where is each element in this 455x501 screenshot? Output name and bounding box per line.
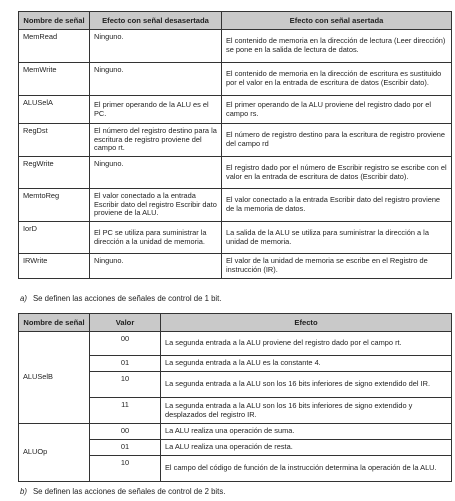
value-cell: 00 xyxy=(90,332,161,356)
caption-letter: a) xyxy=(20,294,27,303)
asserted-effect-cell: La salida de la ALU se utiliza para suministrar la dirección a la unidad de memoria. xyxy=(222,222,452,254)
signal-name-cell: RegWrite xyxy=(19,157,90,189)
table-row xyxy=(19,424,452,440)
signal-name-cell: RegDst xyxy=(19,124,90,157)
column-header-value: Valor xyxy=(90,314,161,332)
value-cell: 01 xyxy=(90,356,161,372)
one-bit-control-signals-table xyxy=(18,11,452,279)
asserted-effect-cell: El número de registro destino para la escritura de registro proviene del campo rd xyxy=(222,124,452,157)
asserted-effect-cell: El primer operando de la ALU proviene del registro dado por el campo rs. xyxy=(222,96,452,124)
column-header-signal-name: Nombre de señal xyxy=(19,314,90,332)
effect-cell: La segunda entrada a la ALU proviene del registro dado por el campo rt. xyxy=(161,332,452,356)
signal-name-cell: ALUSelB xyxy=(19,332,90,424)
asserted-effect-cell: El registro dado por el número de Escribir registro se escribe con el valor en la entrada de escritura de datos (Escribir dato). xyxy=(222,157,452,189)
signal-name-cell: IRWrite xyxy=(19,254,90,279)
asserted-effect-cell: El contenido de memoria en la dirección de escritura es sustituido por el valor en la entrada de escritura de datos (Escribir dato). xyxy=(222,63,452,96)
caption-text: Se definen las acciones de señales de control de 1 bit. xyxy=(32,294,222,303)
asserted-effect-cell: El contenido de memoria en la dirección de lectura (Leer dirección) se pone en la salida de lectura de datos. xyxy=(222,30,452,63)
value-cell: 11 xyxy=(90,398,161,424)
deasserted-effect-cell: Ninguno. xyxy=(90,63,222,96)
table-row xyxy=(19,332,452,356)
table-caption-b xyxy=(20,487,225,496)
effect-cell: La segunda entrada a la ALU es la constante 4. xyxy=(161,356,452,372)
effect-cell: La ALU realiza una operación de suma. xyxy=(161,424,452,440)
column-header-signal-name: Nombre de señal xyxy=(19,12,90,30)
effect-cell: La segunda entrada a la ALU son los 16 bits inferiores de signo extendido del IR. xyxy=(161,372,452,398)
deasserted-effect-cell: Ninguno. xyxy=(90,30,222,63)
deasserted-effect-cell: El número del registro destino para la escritura de registro proviene del campo rt. xyxy=(90,124,222,157)
caption-letter: b) xyxy=(20,487,27,496)
value-cell: 00 xyxy=(90,424,161,440)
table-row xyxy=(19,189,452,222)
deasserted-effect-cell: Ninguno. xyxy=(90,157,222,189)
table-row xyxy=(19,254,452,279)
signal-name-cell: ALUSelA xyxy=(19,96,90,124)
table-caption-a xyxy=(20,294,222,303)
effect-cell: La segunda entrada a la ALU son los 16 bits inferiores de signo extendido y desplazados del registro IR. xyxy=(161,398,452,424)
value-cell: 10 xyxy=(90,372,161,398)
column-header-effect: Efecto xyxy=(161,314,452,332)
effect-cell: El campo del código de función de la instrucción determina la operación de la ALU. xyxy=(161,456,452,482)
signal-name-cell: MemtoReg xyxy=(19,189,90,222)
signal-name-cell: IorD xyxy=(19,222,90,254)
deasserted-effect-cell: El valor conectado a la entrada Escribir dato del registro Escribir dato proviene de la ALU. xyxy=(90,189,222,222)
table-header-row xyxy=(19,12,452,30)
two-bit-control-signals-table xyxy=(18,313,452,482)
signal-name-cell: MemRead xyxy=(19,30,90,63)
table-row xyxy=(19,30,452,63)
value-cell: 01 xyxy=(90,440,161,456)
table-header-row xyxy=(19,314,452,332)
table-row xyxy=(19,157,452,189)
effect-cell: La ALU realiza una operación de resta. xyxy=(161,440,452,456)
column-header-asserted-effect: Efecto con señal asertada xyxy=(222,12,452,30)
table-row xyxy=(19,63,452,96)
deasserted-effect-cell: Ninguno. xyxy=(90,254,222,279)
table-row xyxy=(19,96,452,124)
deasserted-effect-cell: El primer operando de la ALU es el PC. xyxy=(90,96,222,124)
deasserted-effect-cell: El PC se utiliza para suministrar la dirección a la unidad de memoria. xyxy=(90,222,222,254)
asserted-effect-cell: El valor de la unidad de memoria se escribe en el Registro de instrucción (IR). xyxy=(222,254,452,279)
value-cell: 10 xyxy=(90,456,161,482)
signal-name-cell: ALUOp xyxy=(19,424,90,482)
table-row xyxy=(19,124,452,157)
signal-name-cell: MemWrite xyxy=(19,63,90,96)
asserted-effect-cell: El valor conectado a la entrada Escribir dato del registro proviene de la memoria de datos. xyxy=(222,189,452,222)
caption-text: Se definen las acciones de señales de control de 2 bits. xyxy=(32,487,226,496)
column-header-deasserted-effect: Efecto con señal desasertada xyxy=(90,12,222,30)
table-row xyxy=(19,222,452,254)
